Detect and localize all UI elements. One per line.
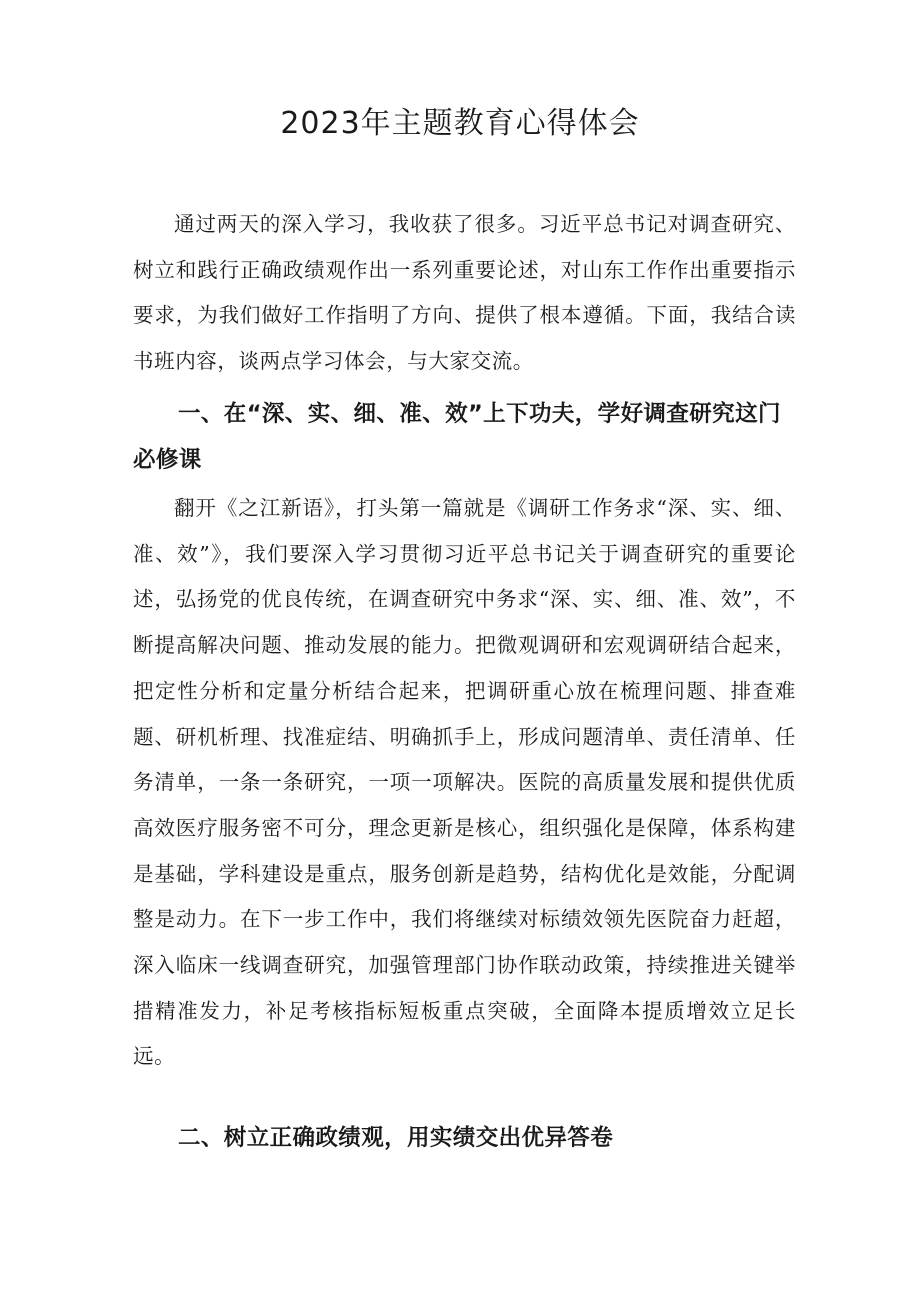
- section-1-paragraph: 翻开《之江新语》，打头第一篇就是《调研工作务求“深、实、细、准、效”》，我们要深入学习贯彻习近平总书记关于调查研究的重要论述，弘扬党的优良传统，在调查研究中务求“深、实、细、准、效”，不断提高解决问题、推动发展的能力。把微观调研和宏观调研结合起来，把定性分析和定量分析结合起来，把调研重心放在梳理问题、排查难题、研机析理、找准症结、明确抓手上，形成问题清单、责任清单、任务清单，一条一条研究，一项一项解决。医院的高质量发展和提供优质高效医疗服务密不可分，理念更新是核心，组织强化是保障，体系构建是基础，学科建设是重点，服务创新是趋势，结构优化是效能，分配调整是动力。在下一步工作中，我们将继续对标绩效领先医院奋力赶超，深入临床一线调查研究，加强管理部门协作联动政策，持续推进关键举措精准发力，补足考核指标短板重点突破，全面降本提质增效立足长远。: [133, 496, 796, 1069]
- intro-paragraph: 通过两天的深入学习，我收获了很多。习近平总书记对调查研究、树立和践行正确政绩观作出一系列重要论述，对山东工作作出重要指示要求，为我们做好工作指明了方向、提供了根本遵循。下面，我结合读书班内容，谈两点学习体会，与大家交流。: [133, 212, 796, 374]
- section-heading-2: 二、树立正确政绩观，用实绩交出优异答卷: [178, 1125, 614, 1151]
- section-heading-1: 一、在“深、实、细、准、效”上下功夫，学好调查研究这门必修课: [133, 401, 781, 473]
- document-title: 2023年主题教育心得体会: [280, 106, 640, 141]
